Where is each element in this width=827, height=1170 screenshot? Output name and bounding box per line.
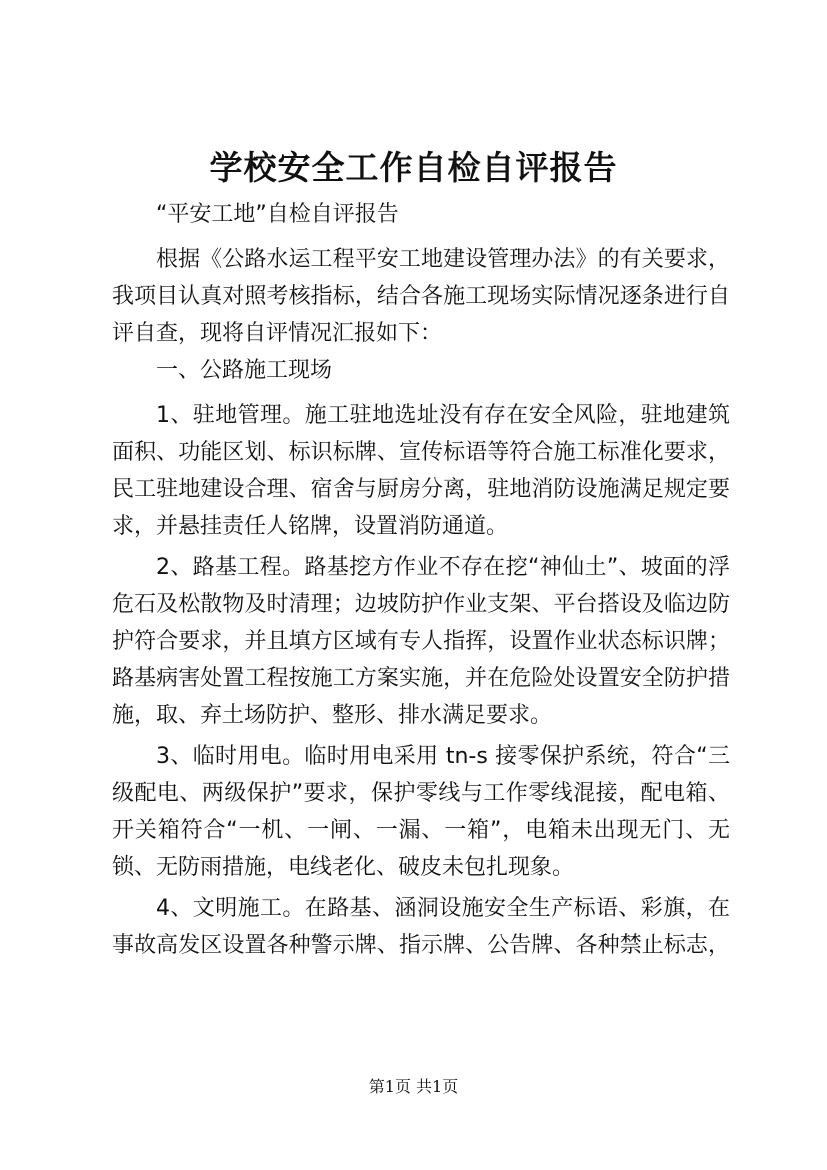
text-line: 护符合要求，并且填方区域有专人指挥，设置作业状态标识牌； <box>112 629 730 654</box>
intro-paragraph <box>112 241 730 352</box>
item-paragraph-1 <box>112 397 730 545</box>
text-line: 路基病害处置工程按施工方案实施，并在危险处设置安全防护措 <box>112 666 730 691</box>
document-body <box>112 196 730 964</box>
text-line: 一、公路施工现场 <box>156 358 333 383</box>
text-line: 1、驻地管理。施工驻地选址没有存在安全风险，驻地建筑 <box>156 403 730 428</box>
item-paragraph-2 <box>112 549 730 734</box>
page-footer: 第1页 共1页 <box>368 1077 459 1096</box>
text-line: 求，并悬挂责任人铭牌，设置消防通道。 <box>112 514 509 539</box>
text-line: 4、文明施工。在路基、涵洞设施安全生产标语、彩旗，在 <box>156 896 730 921</box>
text-line: 根据《公路水运工程平安工地建设管理办法》的有关要求， <box>156 247 730 272</box>
text-line: 锁、无防雨措施，电线老化、破皮未包扎现象。 <box>112 855 575 880</box>
text-line: 事故高发区设置各种警示牌、指示牌、公告牌、各种禁止标志， <box>112 933 730 958</box>
page-title: 学校安全工作自检自评报告 <box>209 148 618 187</box>
item-paragraph-4 <box>112 890 730 964</box>
text-line: 评自查，现将自评情况汇报如下： <box>112 321 443 346</box>
text-line: 危石及松散物及时清理；边坡防护作业支架、平台搭设及临边防 <box>112 592 730 617</box>
text-line: 3、临时用电。临时用电采用 tn-s 接零保护系统，符合“三 <box>156 744 730 769</box>
subtitle-paragraph <box>112 196 730 233</box>
text-line: “平安工地”自检自评报告 <box>156 202 399 227</box>
item-paragraph-3 <box>112 738 730 886</box>
section-heading <box>112 352 730 389</box>
text-line: 开关箱符合“一机、一闸、一漏、一箱”，电箱未出现无门、无 <box>112 818 730 843</box>
text-line: 我项目认真对照考核指标，结合各施工现场实际情况逐条进行自 <box>112 284 730 309</box>
text-line: 面积、功能区划、标识标牌、宣传标语等符合施工标准化要求， <box>112 440 730 465</box>
text-line: 施，取、弃土场防护、整形、排水满足要求。 <box>112 703 553 728</box>
text-line: 民工驻地建设合理、宿舍与厨房分离，驻地消防设施满足规定要 <box>112 477 730 502</box>
text-line: 2、路基工程。路基挖方作业不存在挖“神仙土”、坡面的浮 <box>156 555 730 580</box>
text-line: 级配电、两级保护”要求，保护零线与工作零线混接，配电箱、 <box>112 781 730 806</box>
